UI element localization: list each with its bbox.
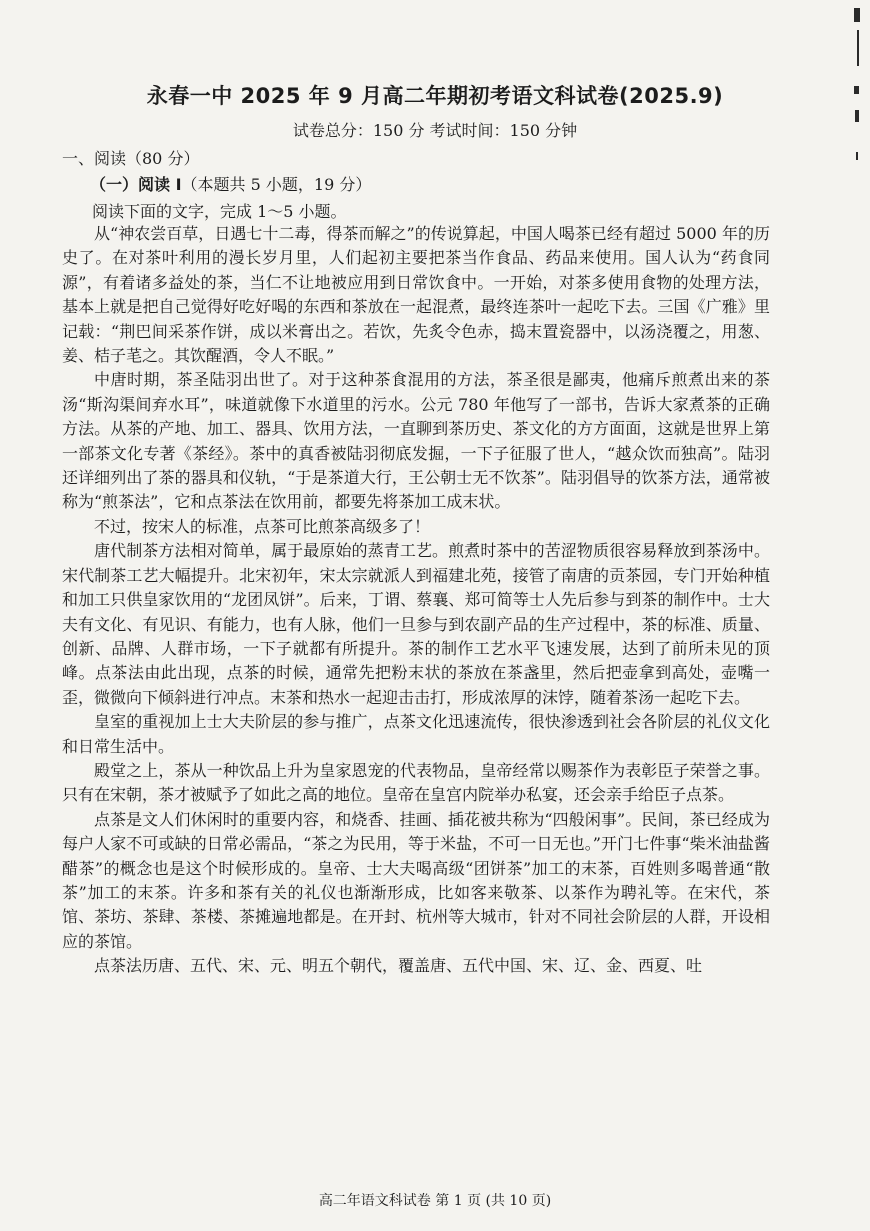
subsection-heading [90,172,371,195]
subsection-title: （一）阅读 I [90,175,182,194]
paragraph-4: 唐代制茶方法相对简单，属于最原始的蒸青工艺。煎煮时茶中的苦涩物质很容易释放到茶汤中。宋代制茶工艺大幅提升。北宋初年，宋太宗就派人到福建北苑，接管了南唐的贡茶园，专门开始种植和加工只供皇家饮用的“龙团凤饼”。后来，丁谓、蔡襄、郑可简等士人先后参与到茶的制作中。士大夫有文化、有见识、有能力，也有人脉，他们一旦参与到农副产品的生产过程中，茶的标准、质量、创新、品牌、人群市场，一下子就都有所提升。茶的制作工艺水平飞速发展，达到了前所未见的顶峰。点茶法由此出现，点茶的时候，通常先把粉末状的茶放在茶盏里，然后把壶拿到高处，壶嘴一歪，微微向下倾斜进行冲点。末茶和热水一起迎击击打，形成浓厚的沫饽，随着茶汤一起吃下去。 [62,541,770,707]
reading-instruction: 阅读下面的文字，完成 1～5 小题。 [92,202,347,221]
paragraph-3: 不过，按宋人的标准，点茶可比煎茶高级多了！ [94,516,431,536]
page-footer: 高二年语文科试卷 第 1 页 (共 10 页) [318,1193,552,1209]
exam-title: 永春一中 2025 年 9 月高二年期初考语文科试卷(2025.9) [146,84,724,108]
paragraph-6: 殿堂之上，茶从一种饮品上升为皇家恩宠的代表物品，皇帝经常以赐茶作为表彰臣子荣誉之事。只有在宋朝，茶才被赋予了如此之高的地位。皇帝在皇宫内院举办私宴，还会亲手给臣子点茶。 [62,760,770,805]
binding-margin-marks [848,0,868,170]
paragraph-5: 皇室的重视加上士大夫阶层的参与推广，点茶文化迅速流传，很快渗透到社会各阶层的礼仪文化和日常生活中。 [62,712,770,756]
paragraph-7: 点茶是文人们休闲时的重要内容，和烧香、挂画、插花被共称为“四般闲事”。民间，茶已经成为每户人家不可或缺的日常必需品，“茶之为民用，等于米盐，不可一日无也。”开门七件事“柴米油盐酱醋茶”的概念也是这个时候形成的。皇帝、士大夫喝高级“团饼茶”加工的末茶，百姓则多喝普通“散茶”加工的末茶。许多和茶有关的礼仪也渐渐形成，比如客来敬茶、以茶作为聘礼等。在宋代，茶馆、茶坊、茶肆、茶楼、茶摊遍地都是。在开封、杭州等大城市，针对不同社会阶层的人群，开设相应的茶馆。 [62,809,770,951]
paragraph-1: 从“神农尝百草，日遇七十二毒，得茶而解之”的传说算起，中国人喝茶已经有超过 5000 年的历史了。在对茶叶利用的漫长岁月里，人们起初主要把茶当作食品、药品来使用。国人认为“药食同源”，有着诸多益处的茶，当仁不让地被应用到日常饮食中。一开始，对茶多使用食物的处理方法，基本上就是把自己觉得好吃好喝的东西和茶放在一起混煮，最终连茶叶一起吃下去。三国《广雅》里记载：“荆巴间采茶作饼，成以米膏出之。若饮，先炙令色赤，捣末置瓷器中，以汤浇覆之，用葱、姜、桔子芼之。其饮醒酒，令人不眠。” [62,224,770,366]
reading-passage [62,222,770,979]
paragraph-2: 中唐时期，茶圣陆羽出世了。对于这种茶食混用的方法，茶圣很是鄙夷，他痛斥煎煮出来的茶汤“斯沟渠间弃水耳”，味道就像下水道里的污水。公元 780 年他写了一部书，告诉大家煮茶的正确方法。从茶的产地、加工、器具、饮用方法，一直聊到茶历史、茶文化的方方面面，这就是世界上第一部茶文化专著《茶经》。茶中的真香被陆羽彻底发掘，一下子征服了世人，“越众饮而独高”。陆羽还详细列出了茶的器具和仪轨，“于是茶道大行，王公朝士无不饮茶”。陆羽倡导的饮茶方法，通常被称为“煎茶法”，它和点茶法在饮用前，都要先将茶加工成末状。 [62,370,770,512]
paragraph-8: 点茶法历唐、五代、宋、元、明五个朝代，覆盖唐、五代中国、宋、辽、金、西夏、吐 [94,956,703,976]
exam-subtitle: 试卷总分：150 分 考试时间：150 分钟 [292,121,578,140]
section-heading: 一、阅读（80 分） [62,149,200,168]
subsection-note: （本题共 5 小题，19 分） [181,175,372,194]
